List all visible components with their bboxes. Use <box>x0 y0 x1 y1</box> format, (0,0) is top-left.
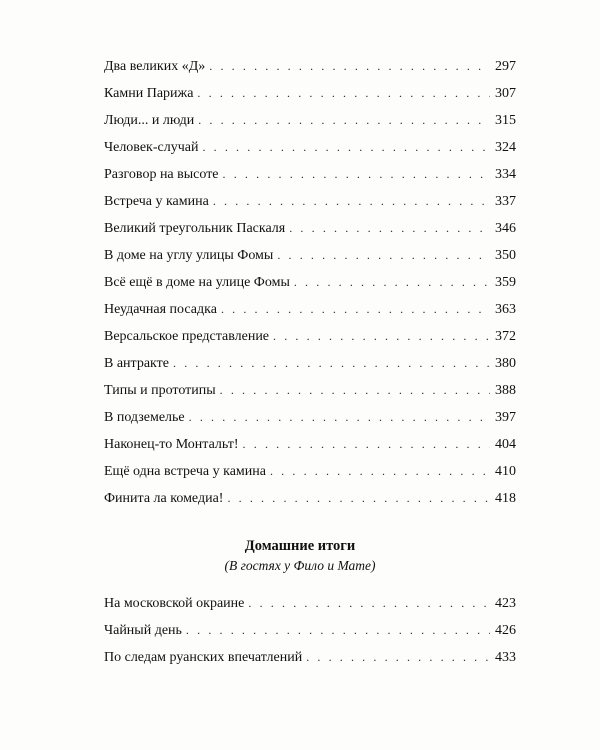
toc-dot-leader <box>186 617 490 644</box>
toc-entry <box>104 458 516 485</box>
toc-entry <box>104 161 516 188</box>
toc-entry-page: 337 <box>495 194 516 209</box>
toc-entry-page: 423 <box>495 596 516 611</box>
toc-entry-page: 426 <box>495 623 516 638</box>
toc-entry <box>104 269 516 296</box>
toc-entry-page: 334 <box>495 167 516 182</box>
toc-dot-leader <box>243 431 490 458</box>
toc-dot-leader <box>189 404 490 431</box>
toc-entry-title: Типы и прототипы <box>104 383 216 398</box>
toc-entry-page: 433 <box>495 650 516 665</box>
toc-dot-leader <box>213 188 490 215</box>
toc-dot-leader <box>270 458 490 485</box>
toc-dot-leader <box>248 590 490 617</box>
toc-entry-title: Разговор на высоте <box>104 167 219 182</box>
toc-entry-page: 307 <box>495 86 516 101</box>
toc-dot-leader <box>294 269 490 296</box>
toc-entry <box>104 296 516 323</box>
table-of-contents-section <box>104 590 516 671</box>
toc-dot-leader <box>220 377 490 404</box>
toc-entry-page: 388 <box>495 383 516 398</box>
toc-dot-leader <box>221 296 490 323</box>
toc-entry-page: 404 <box>495 437 516 452</box>
toc-entry-title: Человек-случай <box>104 140 199 155</box>
toc-entry-page: 324 <box>495 140 516 155</box>
toc-entry <box>104 107 516 134</box>
toc-entry-title: В доме на углу улицы Фомы <box>104 248 274 263</box>
toc-entry <box>104 431 516 458</box>
toc-dot-leader <box>277 242 490 269</box>
table-of-contents <box>104 53 516 512</box>
toc-dot-leader <box>227 485 490 512</box>
toc-entry-title: Наконец-то Монтальт! <box>104 437 239 452</box>
toc-entry-page: 363 <box>495 302 516 317</box>
toc-entry-title: Камни Парижа <box>104 86 194 101</box>
toc-entry-page: 315 <box>495 113 516 128</box>
toc-dot-leader <box>202 134 490 161</box>
toc-entry <box>104 134 516 161</box>
section-title: Домашние итоги <box>244 538 356 554</box>
toc-entry-page: 359 <box>495 275 516 290</box>
toc-entry <box>104 617 516 644</box>
toc-entry <box>104 80 516 107</box>
toc-entry-title: Чайный день <box>104 623 182 638</box>
toc-entry <box>104 350 516 377</box>
toc-entry-title: Финита ла комедиа! <box>104 491 224 506</box>
toc-entry-page: 410 <box>495 464 516 479</box>
toc-entry-title: Всё ещё в доме на улице Фомы <box>104 275 290 290</box>
toc-entry-page: 297 <box>495 59 516 74</box>
toc-dot-leader <box>209 53 490 80</box>
toc-dot-leader <box>198 107 490 134</box>
toc-entry <box>104 53 516 80</box>
toc-entry-page: 418 <box>495 491 516 506</box>
toc-entry-title: Великий треугольник Паскаля <box>104 221 286 236</box>
toc-entry-title: Два великих «Д» <box>104 59 206 74</box>
toc-entry-title: Ещё одна встреча у камина <box>104 464 266 479</box>
toc-entry <box>104 485 516 512</box>
toc-entry <box>104 215 516 242</box>
toc-entry-page: 350 <box>495 248 516 263</box>
toc-entry-title: В подземелье <box>104 410 185 425</box>
toc-entry-title: Версальское представление <box>104 329 270 344</box>
toc-entry-page: 380 <box>495 356 516 371</box>
toc-entry <box>104 377 516 404</box>
toc-dot-leader <box>197 80 490 107</box>
toc-dot-leader <box>289 215 490 242</box>
toc-dot-leader <box>306 644 490 671</box>
toc-entry-title: Люди... и люди <box>104 113 195 128</box>
toc-entry-title: На московской окраине <box>104 596 245 611</box>
toc-dot-leader <box>173 350 490 377</box>
toc-entry <box>104 590 516 617</box>
toc-entry <box>104 644 516 671</box>
toc-entry-title: В антракте <box>104 356 169 371</box>
toc-entry-title: Встреча у камина <box>104 194 209 209</box>
toc-entry-page: 397 <box>495 410 516 425</box>
toc-entry <box>104 323 516 350</box>
toc-entry-title: По следам руанских впечатлений <box>104 650 303 665</box>
section-subtitle: (В гостях у Фило и Мате) <box>224 558 376 573</box>
toc-entry <box>104 188 516 215</box>
toc-entry <box>104 242 516 269</box>
toc-dot-leader <box>223 161 490 188</box>
toc-dot-leader <box>273 323 490 350</box>
toc-entry-page: 346 <box>495 221 516 236</box>
toc-entry-page: 372 <box>495 329 516 344</box>
toc-entry <box>104 404 516 431</box>
toc-entry-title: Неудачная посадка <box>104 302 217 317</box>
